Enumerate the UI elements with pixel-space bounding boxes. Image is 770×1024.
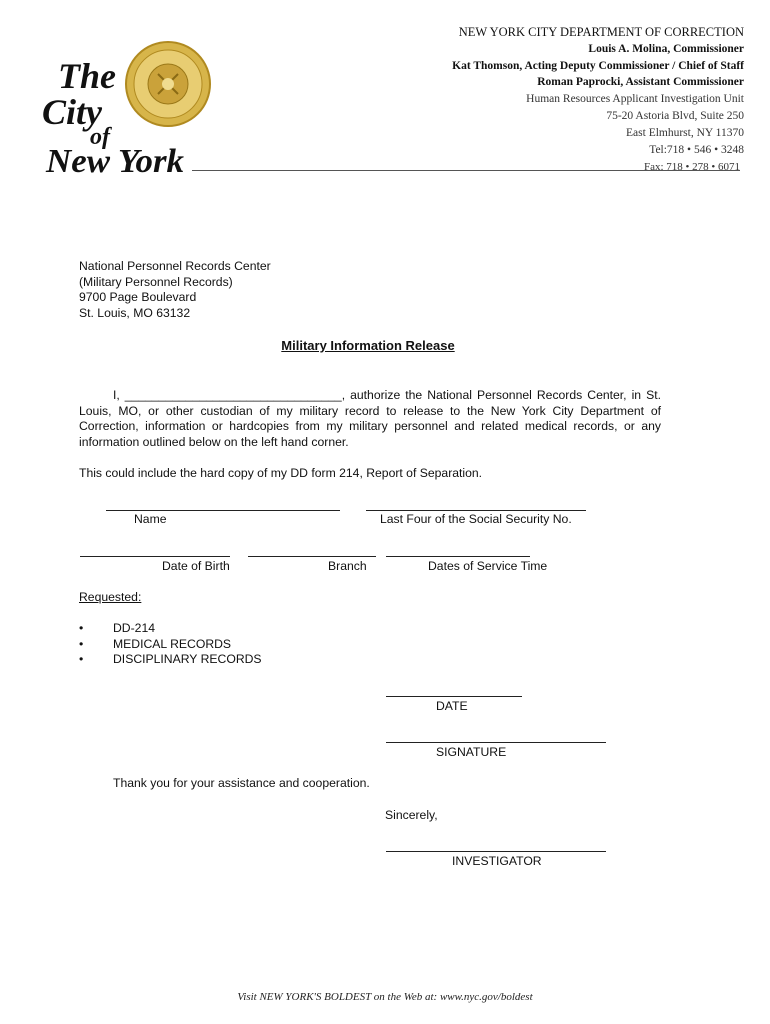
signature-label: SIGNATURE	[436, 745, 507, 759]
signature-field-line[interactable]	[386, 742, 606, 743]
department-name: NEW YORK CITY DEPARTMENT OF CORRECTION	[458, 25, 744, 39]
dob-field-line[interactable]	[80, 556, 230, 557]
commissioner: Louis A. Molina, Commissioner	[588, 42, 744, 55]
footer-web-note: Visit NEW YORK'S BOLDEST on the Web at: www.nyc.gov/boldest	[237, 991, 533, 1003]
service-label: Dates of Service Time	[428, 559, 548, 573]
recipient-line-4: St. Louis, MO 63132	[79, 305, 191, 320]
document-title: Military Information Release	[281, 338, 455, 353]
assistant-commissioner: Roman Paprocki, Assistant Commissioner	[537, 76, 744, 89]
investigator-field-line[interactable]	[386, 851, 606, 852]
date-label: DATE	[436, 699, 468, 713]
dob-label: Date of Birth	[162, 559, 230, 573]
ssn-label: Last Four of the Social Security No.	[380, 512, 572, 526]
fax: Fax: 718 • 278 • 6071	[643, 161, 740, 173]
list-item: • DD-214	[79, 621, 262, 637]
city-of-new-york-logo	[40, 38, 212, 186]
branch-label: Branch	[328, 559, 367, 573]
logo-new-york: New York	[44, 143, 185, 180]
sincerely-text: Sincerely,	[385, 808, 438, 822]
recipient-line-1: National Personnel Records Center	[79, 259, 271, 273]
city-address: East Elmhurst, NY 11370	[626, 126, 744, 139]
ssn-field-line[interactable]	[366, 510, 586, 511]
list-item: • MEDICAL RECORDS	[79, 637, 262, 653]
logo-city: City	[42, 92, 102, 132]
date-field-line[interactable]	[386, 696, 522, 697]
investigator-label: INVESTIGATOR	[452, 854, 542, 868]
telephone: Tel:718 • 546 • 3248	[649, 143, 744, 156]
deputy-commissioner: Kat Thomson, Acting Deputy Commissioner / Chief of Staff	[452, 59, 744, 72]
requested-list	[79, 621, 262, 668]
dd214-paragraph: This could include the hard copy of my DD form 214, Report of Separation.	[79, 466, 483, 480]
branch-field-line[interactable]	[248, 556, 376, 557]
unit-name: Human Resources Applicant Investigation Unit	[526, 93, 744, 106]
logo-the: The	[58, 56, 116, 96]
logo-of: of	[90, 124, 110, 150]
recipient-line-2: (Military Personnel Records)	[79, 274, 233, 289]
list-item: • DISCIPLINARY RECORDS	[79, 652, 262, 668]
letterhead	[224, 24, 744, 158]
recipient-address	[79, 259, 271, 321]
seal-icon	[126, 42, 210, 126]
service-field-line[interactable]	[386, 556, 530, 557]
thanks-text: Thank you for your assistance and cooperation.	[113, 776, 370, 790]
authorization-paragraph: I, ________________________________, authorize the National Personnel Records Center, in St. Louis, MO, or other custodian of my military record to release to the New York City Department of Correction, information or hardcopies from my military personnel and related medical records, or any information outlined below on the left hand corner.	[79, 388, 661, 449]
requested-label: Requested:	[79, 590, 142, 604]
street-address: 75-20 Astoria Blvd, Suite 250	[606, 109, 744, 122]
name-field-line[interactable]	[106, 510, 340, 511]
name-label: Name	[134, 512, 167, 526]
recipient-line-3: 9700 Page Boulevard	[79, 290, 197, 304]
